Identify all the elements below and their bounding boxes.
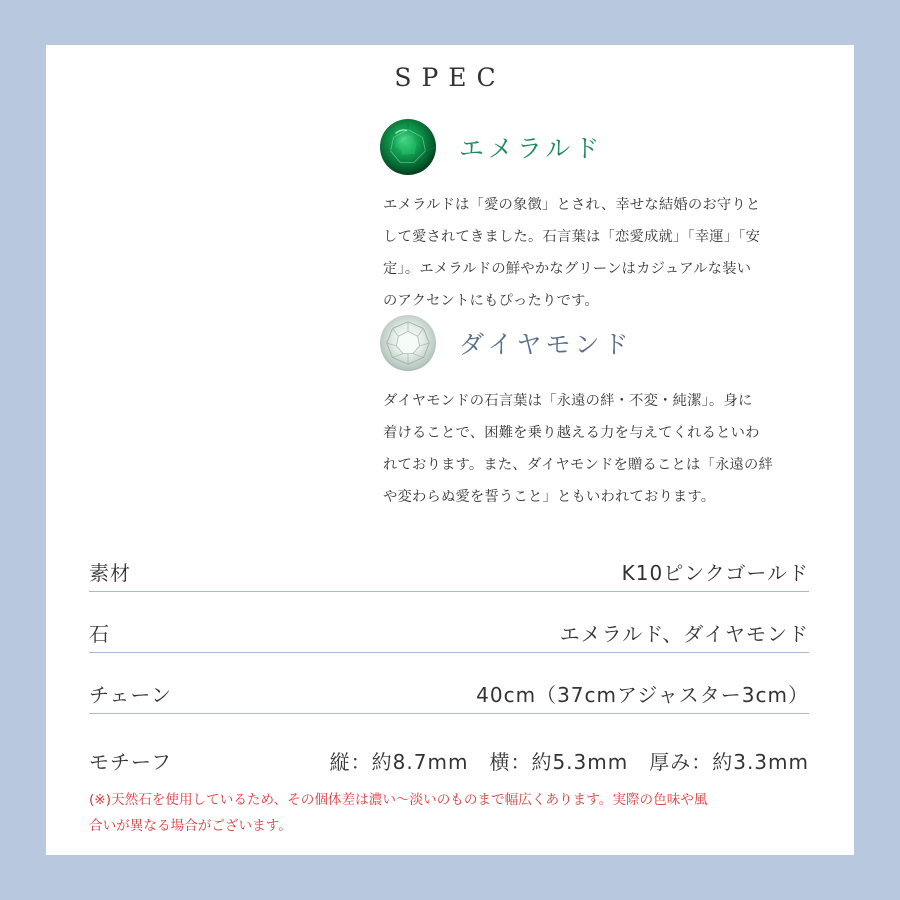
spec-label: チェーン bbox=[89, 682, 172, 707]
diamond-name: ダイヤモンド bbox=[459, 330, 633, 359]
spec-label: 素材 bbox=[89, 560, 131, 585]
diamond-desc-line: ダイヤモンドの石言葉は「永遠の絆・不変・純潔」。身に bbox=[383, 393, 753, 409]
diamond-desc-line: 着けることで、困難を乗り越える力を与えてくれるといわ bbox=[383, 425, 760, 441]
spec-label: 石 bbox=[89, 621, 110, 646]
spec-row-material bbox=[89, 551, 809, 592]
emerald-name: エメラルド bbox=[459, 134, 604, 163]
spec-row-motif bbox=[89, 740, 809, 780]
diamond-desc-line: や変わらぬ愛を誓うこと」ともいわれております。 bbox=[383, 489, 716, 505]
spec-value: エメラルド、ダイヤモンド bbox=[559, 621, 809, 646]
diamond-gem-icon bbox=[379, 314, 437, 372]
emerald-desc-line: エメラルドは「愛の象徴」とされ、幸せな結婚のお守りと bbox=[383, 197, 761, 213]
stone-variation-note bbox=[89, 787, 819, 839]
emerald-description bbox=[383, 189, 823, 317]
emerald-desc-line: 定」。エメラルドの鮮やかなグリーンはカジュアルな装い bbox=[383, 261, 752, 277]
spec-row-stone bbox=[89, 612, 809, 653]
emerald-header bbox=[379, 118, 603, 176]
diamond-desc-line: れております。また、ダイヤモンドを贈ることは「永遠の絆 bbox=[383, 457, 773, 473]
note-line: (※)天然石を使用しているため、その個体差は濃い～淡いのものまで幅広くあります。実際の色味や風 bbox=[89, 792, 708, 808]
diamond-header bbox=[379, 314, 633, 372]
diamond-description bbox=[383, 385, 823, 513]
emerald-gem-icon bbox=[379, 118, 437, 176]
spec-value: 縦：約8.7mm 横：約5.3mm 厚み：約3.3mm bbox=[329, 749, 809, 774]
spec-card bbox=[46, 45, 854, 855]
spec-row-chain bbox=[89, 673, 809, 714]
note-line: 合いが異なる場合がございます。 bbox=[89, 818, 292, 834]
emerald-desc-line: して愛されてきました。石言葉は「恋愛成就」「幸運」「安 bbox=[383, 229, 761, 245]
spec-label: モチーフ bbox=[89, 749, 172, 774]
spec-value: 40cm（37cmアジャスター3cm） bbox=[476, 682, 809, 707]
spec-title: SPEC bbox=[394, 63, 506, 92]
spec-value: K10ピンクゴールド bbox=[621, 560, 809, 585]
emerald-desc-line: のアクセントにもぴったりです。 bbox=[383, 293, 599, 309]
